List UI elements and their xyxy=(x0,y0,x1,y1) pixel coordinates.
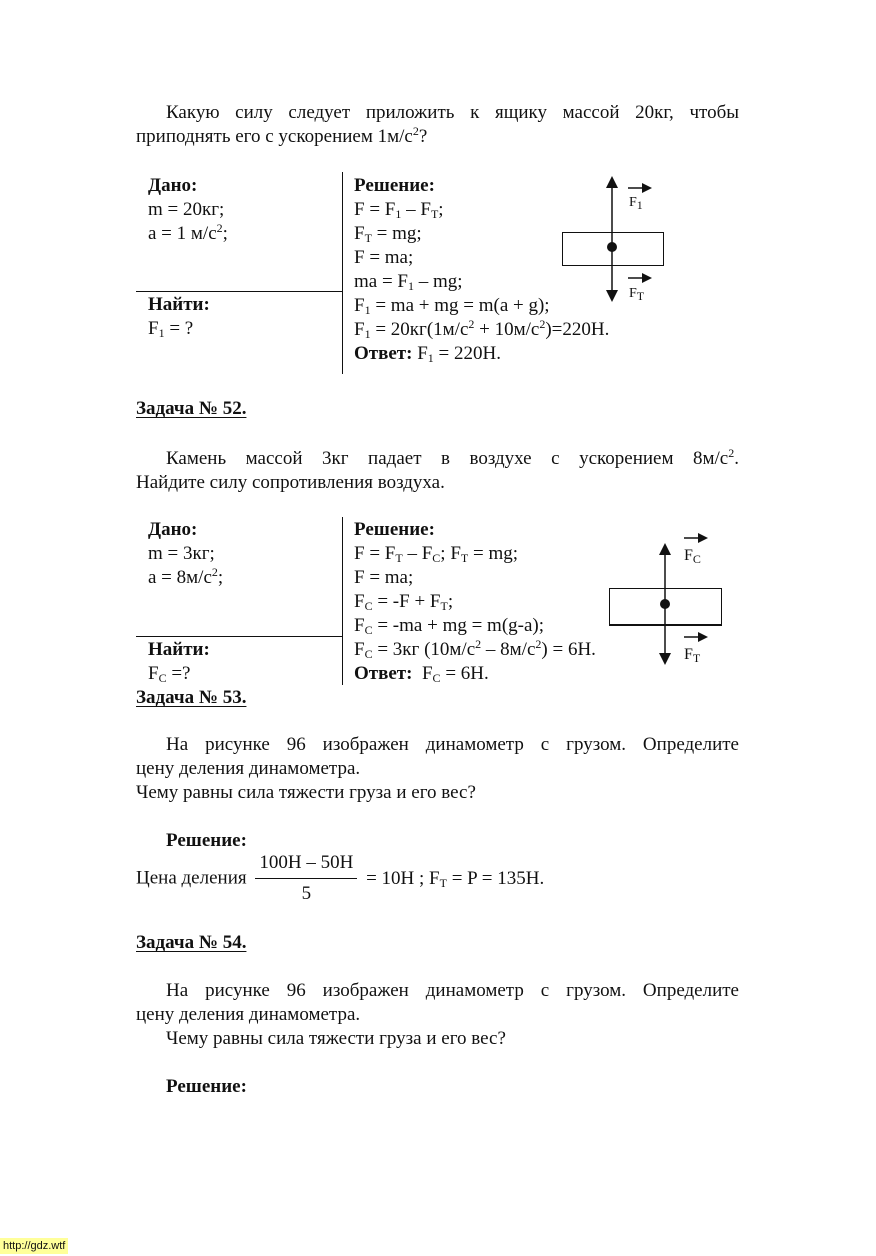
equation-1: $F = F_1 - F_Т$; xyxy=(354,199,444,221)
problem51-given xyxy=(148,174,338,246)
find-label: Найти: xyxy=(148,294,210,315)
force-label-f1: $F_1$ xyxy=(629,195,643,212)
equation-3: F = ma; xyxy=(354,247,414,268)
fraction-denominator: 5 xyxy=(301,883,312,904)
equation-4: $F_C = -ma$ + mg = m(g-a); xyxy=(354,615,545,637)
problem51-statement-line2: приподнять его с ускорением $1м/с^2$? xyxy=(136,124,428,147)
equation-3: $F_C = -F + F_Т$; xyxy=(354,591,454,613)
equation-5: $F_1$ = ma + mg = m(a + g); xyxy=(354,295,550,317)
problem51-find xyxy=(148,293,210,341)
fraction xyxy=(255,852,357,905)
problem51-statement-line1: Какую силу следует приложить к ящику массой 20кг, чтобы xyxy=(166,102,739,123)
force-label-fc: $F_C$ xyxy=(684,547,701,566)
solution-label: Решение: xyxy=(354,175,435,196)
problem52-statement xyxy=(136,447,739,495)
problem53-statement xyxy=(136,733,739,805)
find-unknown: $F_C$ =? xyxy=(148,663,191,685)
force-label-ft: $F_Т$ xyxy=(684,646,701,665)
given-label: Дано: xyxy=(148,175,198,196)
formula-result: = 10Н ; $F_Т = P = 135Н$. xyxy=(366,867,545,890)
given-label: Дано: xyxy=(148,519,198,540)
problem54-solution-label: Решение: xyxy=(166,1076,247,1097)
problem54-statement-line3: Чему равны сила тяжести груза и его вес? xyxy=(166,1028,506,1049)
problem53-statement-line1: На рисунке 96 изображен динамометр с грузом. Определите xyxy=(166,734,739,755)
equation-2: $F_Т$ = mg; xyxy=(354,223,422,245)
column-divider xyxy=(342,517,343,685)
given-find-divider xyxy=(136,291,342,292)
given-acceleration: a = 1 $м/с^2$; xyxy=(148,221,228,244)
answer: Ответ: $F_1 = 220Н$. xyxy=(354,343,501,365)
problem51-statement xyxy=(136,101,739,149)
given-find-divider xyxy=(136,636,342,637)
force-label-ft: $F_Т$ xyxy=(629,286,645,303)
answer: Ответ: $F_C = 6Н$. xyxy=(354,663,489,685)
given-acceleration: $a = 8м/с^2$; xyxy=(148,565,224,588)
problem52-given xyxy=(148,518,223,590)
problem53-statement-line2: цену деления динамометра. xyxy=(136,758,361,779)
solution-label: Решение: xyxy=(354,519,435,540)
problem52-find xyxy=(148,638,210,686)
problem52-heading: Задача № 52. xyxy=(136,398,247,419)
watermark-link[interactable]: http://gdz.wtf xyxy=(0,1238,68,1254)
equation-2: F = ma; xyxy=(354,567,414,588)
equation-4: ma = $F_1$ – mg; xyxy=(354,271,463,293)
problem53-formula xyxy=(136,852,544,905)
find-unknown: $F_1$ = ? xyxy=(148,318,194,340)
equation-6: $F_1 = 20кг(1м/с^2 + 10м/с^2)=220Н$. xyxy=(354,317,610,341)
problem52-statement-line1: Камень массой 3кг падает в воздухе с ускорением $8м/с^2$. xyxy=(166,446,739,469)
problem53-heading: Задача № 53. xyxy=(136,687,247,708)
problem53-statement-line3: Чему равны сила тяжести груза и его вес? xyxy=(136,782,476,803)
fraction-numerator: 100Н – 50Н xyxy=(255,852,357,879)
equation-1: $F = F_Т - F_C$; $F_Т$ = mg; xyxy=(354,543,519,565)
problem54-statement xyxy=(136,979,739,1051)
find-label: Найти: xyxy=(148,639,210,660)
problem52-solution xyxy=(354,518,596,686)
center-of-mass-dot xyxy=(660,599,670,609)
given-mass: m = 20кг; xyxy=(148,199,225,220)
problem54-statement-line2: цену деления динамометра. xyxy=(136,1004,361,1025)
given-mass: m = 3кг; xyxy=(148,543,215,564)
price-label: Цена деления xyxy=(136,867,247,889)
problem52-statement-line2: Найдите силу сопротивления воздуха. xyxy=(136,472,445,493)
problem54-statement-line1: На рисунке 96 изображен динамометр с грузом. Определите xyxy=(166,980,739,1001)
equation-5: $F_C = 3кг$ $(10м/с^2 - 8м/с^2) = 6Н$. xyxy=(354,637,596,661)
center-of-mass-dot xyxy=(607,242,617,252)
column-divider xyxy=(342,172,343,374)
problem53-solution-label: Решение: xyxy=(166,830,247,851)
problem54-heading: Задача № 54. xyxy=(136,932,247,953)
